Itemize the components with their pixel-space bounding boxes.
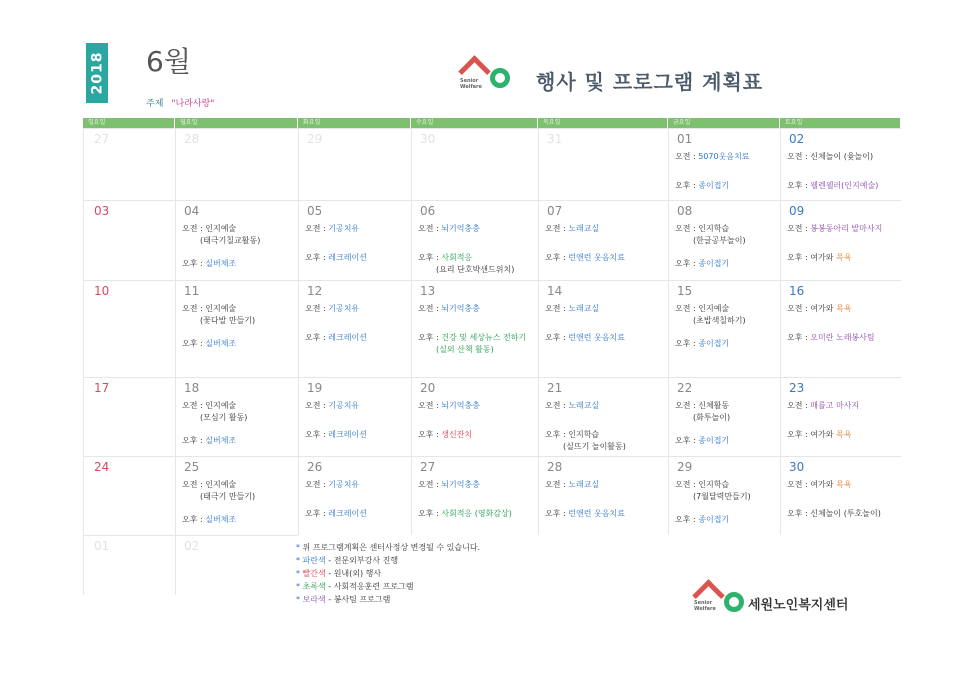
day-cell	[298, 200, 411, 280]
event-line	[675, 435, 729, 447]
footer-logo	[692, 578, 752, 618]
event-text: 신체놀이 (윷놀이)	[810, 152, 874, 161]
event-time: 오전 :	[545, 480, 569, 489]
day-cell	[780, 456, 901, 535]
event-text: 사회적응 (영화감상)	[441, 509, 512, 518]
legend-color-name: 초록색	[302, 582, 326, 591]
event-line	[305, 479, 359, 491]
event-line	[545, 400, 599, 412]
event-line	[545, 223, 599, 235]
event-text: 여가와	[810, 480, 836, 489]
day-number: 30	[420, 132, 436, 146]
event-line	[418, 303, 480, 315]
event-time: 오후 :	[787, 333, 811, 342]
day-number: 22	[677, 381, 693, 395]
month-title: 6월	[146, 45, 191, 78]
event-text: 인지학습	[698, 480, 730, 489]
day-cell	[83, 535, 175, 595]
event-line	[182, 303, 236, 315]
day-cell	[83, 456, 175, 535]
circle-icon	[490, 68, 510, 88]
event-line	[787, 400, 859, 412]
year-label: 2018	[89, 51, 105, 95]
event-text-accent: 목욕	[835, 430, 852, 439]
day-number: 31	[547, 132, 563, 146]
event-text: 실버체조	[205, 436, 237, 445]
event-time: 오전 :	[305, 401, 329, 410]
event-line	[418, 252, 472, 264]
day-cell	[411, 128, 538, 200]
event-text: 사회적응	[441, 253, 473, 262]
event-text: 뇌기억충충	[441, 401, 480, 410]
day-number: 20	[420, 381, 436, 395]
day-cell	[298, 377, 411, 456]
event-line	[305, 223, 359, 235]
legend-marker: *	[296, 556, 303, 565]
event-line	[787, 223, 882, 235]
event-time: 오후 :	[675, 436, 699, 445]
day-number: 02	[184, 539, 200, 553]
event-text: 노래교실	[568, 304, 600, 313]
logo-text: Senior Welfare	[460, 78, 482, 90]
event-text-accent: 목욕	[835, 480, 852, 489]
day-number: 05	[307, 204, 323, 218]
day-cell	[668, 200, 780, 280]
event-text: 실버체조	[205, 259, 237, 268]
event-line	[787, 429, 851, 441]
event-text: 뇌기억충충	[441, 224, 480, 233]
event-line	[418, 400, 480, 412]
event-text-accent: 목욕	[835, 253, 852, 262]
day-cell	[175, 535, 298, 595]
event-line	[675, 223, 729, 235]
event-line	[182, 258, 236, 270]
event-line	[182, 435, 236, 447]
event-line	[675, 258, 729, 270]
day-number: 10	[94, 284, 110, 298]
event-text: 인지예술	[205, 401, 237, 410]
event-time: 오전 :	[675, 224, 699, 233]
weekday-header: 화요일	[298, 118, 411, 128]
logo-text: Senior Welfare	[694, 600, 716, 612]
event-line	[545, 252, 625, 264]
event-text: 웰렌웰러(인지예술)	[810, 181, 879, 190]
event-line	[418, 429, 472, 441]
event-time: 오전 :	[787, 304, 811, 313]
legend-item	[296, 541, 480, 554]
event-time: 오후 :	[675, 339, 699, 348]
legend-text: - 전문외부강사 진행	[325, 556, 399, 565]
event-text: 기공치유	[328, 224, 360, 233]
event-time: 오후 :	[182, 259, 206, 268]
event-text: 레크레이션	[328, 253, 367, 262]
day-number: 04	[184, 204, 200, 218]
day-cell	[175, 456, 298, 535]
legend-marker: *	[296, 582, 303, 591]
theme-label: 주제	[146, 99, 164, 109]
event-line	[305, 332, 367, 344]
event-time: 오전 :	[545, 224, 569, 233]
day-cell	[298, 456, 411, 535]
event-line	[305, 252, 367, 264]
legend-color-name: 빨간색	[302, 569, 326, 578]
event-line	[305, 429, 367, 441]
legend-marker: *	[296, 569, 303, 578]
day-cell	[668, 377, 780, 456]
day-cell	[780, 200, 901, 280]
day-number: 16	[789, 284, 805, 298]
event-subtext: (요리 단호박샌드위치)	[436, 265, 515, 274]
event-text: 노래교실	[568, 480, 600, 489]
event-time: 오후 :	[305, 253, 329, 262]
event-line	[545, 429, 599, 441]
day-cell	[298, 128, 411, 200]
legend-item	[296, 554, 480, 567]
day-number: 08	[677, 204, 693, 218]
event-text: 레크레이션	[328, 333, 367, 342]
event-line	[305, 508, 367, 520]
event-subtext: (실뜨기 놀이활동)	[563, 442, 626, 451]
event-time: 오전 :	[787, 401, 811, 410]
day-cell	[175, 377, 298, 456]
day-cell	[780, 128, 901, 200]
event-time: 오전 :	[182, 224, 206, 233]
event-line	[418, 479, 480, 491]
day-cell	[411, 377, 538, 456]
legend-marker: *	[296, 595, 303, 604]
day-number: 28	[184, 132, 200, 146]
event-line	[545, 303, 599, 315]
event-text: 런앤런 웃음치료	[568, 253, 625, 262]
day-cell	[538, 128, 668, 200]
day-number: 26	[307, 460, 323, 474]
day-cell	[83, 377, 175, 456]
event-text: 신체놀이 (투호놀이)	[810, 509, 881, 518]
day-number: 13	[420, 284, 436, 298]
event-text: 인지예술	[205, 304, 237, 313]
event-line	[675, 303, 729, 315]
legend-text: - 원내(외) 행사	[325, 569, 382, 578]
year-tab	[86, 43, 108, 103]
event-time: 오후 :	[418, 253, 442, 262]
day-cell	[668, 128, 780, 200]
weekday-header: 월요일	[175, 118, 298, 128]
day-cell	[668, 280, 780, 377]
event-text: 인지예술	[205, 224, 237, 233]
day-number: 09	[789, 204, 805, 218]
day-number: 12	[307, 284, 323, 298]
event-time: 오후 :	[545, 430, 569, 439]
day-number: 19	[307, 381, 323, 395]
calendar-grid	[83, 118, 901, 598]
event-text: 런앤런 웃음치료	[568, 509, 625, 518]
day-number: 06	[420, 204, 436, 218]
event-text: 기공치유	[328, 304, 360, 313]
event-line	[545, 479, 599, 491]
event-text: 레크레이션	[328, 430, 367, 439]
event-time: 오후 :	[787, 430, 811, 439]
event-text: 오미란 노래봉사팀	[810, 333, 875, 342]
event-subtext: (태극기칠교활동)	[200, 236, 261, 245]
day-cell	[538, 456, 668, 535]
event-line	[787, 252, 851, 264]
event-time: 오후 :	[418, 430, 442, 439]
day-number: 11	[184, 284, 200, 298]
event-text: 뇌기억충충	[441, 480, 480, 489]
event-line	[787, 180, 878, 192]
day-cell	[411, 456, 538, 535]
event-line	[182, 479, 236, 491]
legend-item	[296, 567, 480, 580]
event-time: 오전 :	[675, 304, 699, 313]
theme-value: "나라사랑"	[171, 99, 215, 109]
event-text: 종이접기	[698, 259, 730, 268]
event-text: 종이접기	[698, 339, 730, 348]
legend-notes	[296, 541, 480, 606]
day-number: 25	[184, 460, 200, 474]
day-number: 01	[94, 539, 110, 553]
legend-item	[296, 593, 480, 606]
event-time: 오후 :	[418, 333, 442, 342]
event-line	[182, 338, 236, 350]
event-time: 오전 :	[418, 480, 442, 489]
circle-icon	[724, 592, 744, 612]
event-time: 오후 :	[787, 181, 811, 190]
event-subtext: (화투놀이)	[693, 413, 731, 422]
legend-text: - 봉사팀 프로그램	[325, 595, 391, 604]
event-text: 인지예술	[698, 304, 730, 313]
day-cell	[668, 456, 780, 535]
event-time: 오후 :	[418, 509, 442, 518]
event-time: 오전 :	[418, 304, 442, 313]
event-time: 오전 :	[787, 152, 811, 161]
event-time: 오전 :	[675, 480, 699, 489]
event-line	[675, 151, 750, 163]
event-line	[418, 508, 512, 520]
day-number: 30	[789, 460, 805, 474]
event-time: 오전 :	[305, 224, 329, 233]
day-number: 14	[547, 284, 563, 298]
event-text: 종이접기	[698, 515, 730, 524]
event-subtext: (실외 산책 활동)	[436, 345, 494, 354]
weekday-header: 일요일	[83, 118, 175, 128]
theme-line	[146, 96, 214, 109]
event-line	[182, 514, 236, 526]
event-time: 오후 :	[787, 509, 811, 518]
day-cell	[175, 280, 298, 377]
day-number: 29	[307, 132, 323, 146]
event-time: 오전 :	[787, 480, 811, 489]
event-time: 오전 :	[675, 152, 699, 161]
event-text: 인지학습	[568, 430, 600, 439]
event-line	[787, 303, 851, 315]
page-title: 행사 및 프로그램 계획표	[536, 70, 764, 94]
event-text: 인지학습	[698, 224, 730, 233]
day-cell	[538, 200, 668, 280]
event-text: 실버체조	[205, 515, 237, 524]
event-time: 오전 :	[182, 480, 206, 489]
event-time: 오전 :	[675, 401, 699, 410]
event-time: 오전 :	[418, 224, 442, 233]
day-number: 28	[547, 460, 563, 474]
event-time: 오전 :	[545, 304, 569, 313]
event-time: 오후 :	[545, 509, 569, 518]
event-text: 인지예술	[205, 480, 237, 489]
event-subtext: (7월달력만들기)	[693, 492, 751, 501]
event-time: 오후 :	[787, 253, 811, 262]
day-cell	[780, 377, 901, 456]
event-line	[418, 223, 480, 235]
event-text: 매를고 마사지	[810, 401, 860, 410]
event-time: 오전 :	[182, 401, 206, 410]
event-line	[418, 332, 526, 344]
event-text: 뇌기억충충	[441, 304, 480, 313]
legend-text: 위 프로그램계획은 센터사정상 변경될 수 있습니다.	[302, 543, 481, 552]
event-time: 오후 :	[305, 509, 329, 518]
event-line	[182, 400, 236, 412]
day-number: 01	[677, 132, 693, 146]
event-line	[675, 514, 729, 526]
event-text: 기공치유	[328, 401, 360, 410]
event-subtext: (꽃다발 만들기)	[200, 316, 256, 325]
event-subtext: (모심기 활동)	[200, 413, 248, 422]
event-text: 노래교실	[568, 401, 600, 410]
day-number: 27	[94, 132, 110, 146]
event-text: 레크레이션	[328, 509, 367, 518]
day-number: 07	[547, 204, 563, 218]
day-cell	[780, 280, 901, 377]
event-subtext: (초밥색칠하기)	[693, 316, 746, 325]
event-time: 오전 :	[305, 304, 329, 313]
event-line	[787, 151, 873, 163]
event-text: 봉봉동아리 발마사지	[810, 224, 883, 233]
event-subtext: (한글공부놀이)	[693, 236, 746, 245]
center-name: 세원노인복지센터	[748, 598, 849, 613]
event-time: 오전 :	[418, 401, 442, 410]
event-time: 오후 :	[675, 515, 699, 524]
day-number: 29	[677, 460, 693, 474]
event-text-accent: 목욕	[835, 304, 852, 313]
day-number: 24	[94, 460, 110, 474]
event-time: 오전 :	[305, 480, 329, 489]
day-number: 15	[677, 284, 693, 298]
day-number: 18	[184, 381, 200, 395]
day-cell	[83, 128, 175, 200]
event-line	[675, 180, 729, 192]
day-cell	[538, 280, 668, 377]
day-number: 21	[547, 381, 563, 395]
weekday-header: 금요일	[668, 118, 780, 128]
event-time: 오후 :	[545, 253, 569, 262]
event-text: 신체활동	[698, 401, 730, 410]
event-time: 오후 :	[675, 181, 699, 190]
event-time: 오전 :	[182, 304, 206, 313]
day-number: 02	[789, 132, 805, 146]
event-text: 종이접기	[698, 436, 730, 445]
header-logo	[458, 52, 518, 92]
event-text: 기공치유	[328, 480, 360, 489]
event-line	[182, 223, 236, 235]
day-cell	[298, 280, 411, 377]
event-time: 오후 :	[182, 339, 206, 348]
event-text: 여가와	[810, 253, 836, 262]
event-time: 오후 :	[182, 515, 206, 524]
event-text: 5070웃음치료	[698, 152, 750, 161]
day-cell	[83, 200, 175, 280]
day-cell	[175, 200, 298, 280]
day-cell	[175, 128, 298, 200]
day-number: 03	[94, 204, 110, 218]
day-number: 23	[789, 381, 805, 395]
weekday-header: 수요일	[411, 118, 538, 128]
weekday-header: 목요일	[538, 118, 668, 128]
event-line	[675, 479, 729, 491]
day-cell	[83, 280, 175, 377]
event-time: 오전 :	[787, 224, 811, 233]
event-time: 오후 :	[545, 333, 569, 342]
event-text: 여가와	[810, 304, 836, 313]
event-text: 실버체조	[205, 339, 237, 348]
day-cell	[411, 280, 538, 377]
event-line	[787, 508, 881, 520]
day-cell	[538, 377, 668, 456]
day-number: 17	[94, 381, 110, 395]
event-time: 오전 :	[545, 401, 569, 410]
event-text: 생신잔치	[441, 430, 473, 439]
event-text: 건강 및 세상뉴스 전하기	[441, 333, 527, 342]
event-text: 종이접기	[698, 181, 730, 190]
event-time: 오후 :	[182, 436, 206, 445]
legend-item	[296, 580, 480, 593]
legend-color-name: 보라색	[302, 595, 326, 604]
day-cell	[411, 200, 538, 280]
legend-marker: *	[296, 543, 303, 552]
event-line	[675, 338, 729, 350]
legend-text: - 사회적응훈련 프로그램	[325, 582, 414, 591]
event-time: 오후 :	[675, 259, 699, 268]
event-line	[305, 400, 359, 412]
event-text: 여가와	[810, 430, 836, 439]
weekday-header: 토요일	[780, 118, 901, 128]
event-line	[675, 400, 729, 412]
event-line	[787, 479, 851, 491]
event-time: 오후 :	[305, 333, 329, 342]
event-line	[305, 303, 359, 315]
event-time: 오후 :	[305, 430, 329, 439]
legend-color-name: 파란색	[302, 556, 326, 565]
day-number: 27	[420, 460, 436, 474]
event-text: 노래교실	[568, 224, 600, 233]
event-line	[787, 332, 875, 344]
event-text: 런앤런 웃음치료	[568, 333, 625, 342]
event-line	[545, 508, 625, 520]
event-line	[545, 332, 625, 344]
event-subtext: (태극기 만들기)	[200, 492, 256, 501]
